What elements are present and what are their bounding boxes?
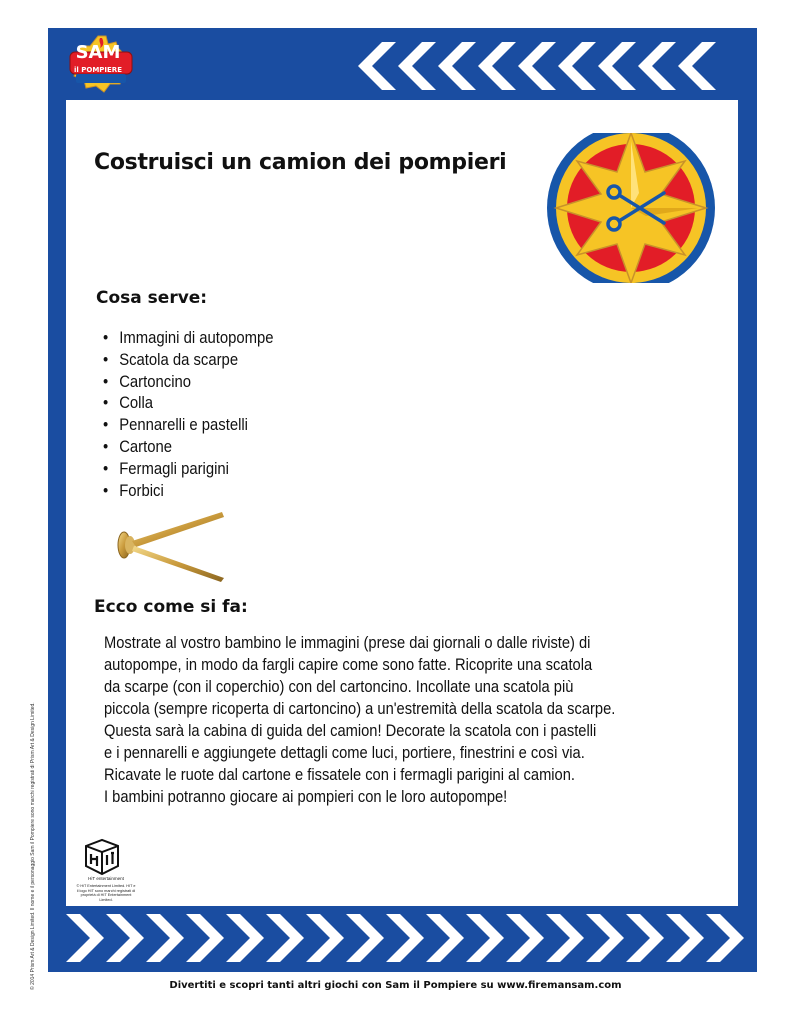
- instructions-paragraph: [104, 632, 704, 808]
- list-item: • Colla: [103, 393, 274, 415]
- instructions-heading: Ecco come si fa:: [94, 597, 248, 617]
- chevron-stripe-top: [356, 42, 736, 90]
- instruction-line: Questa sarà la cabina di guida del camion! Decorate la scatola con i pastelli: [104, 722, 597, 740]
- chevron-stripe-bottom: [64, 914, 744, 962]
- footer-link-text: Divertiti e scopri tanti altri giochi con Sam il Pompiere su www.firemansam.com: [169, 980, 622, 991]
- materials-heading: Cosa serve:: [96, 288, 208, 308]
- list-item: • Immagini di autopompe: [103, 328, 274, 350]
- list-item: • Pennarelli e pastelli: [103, 415, 274, 437]
- instruction-line: Ricavate le ruote dal cartone e fissatele con i fermagli parigini al camion.: [104, 766, 575, 784]
- list-item: • Scatola da scarpe: [103, 350, 274, 372]
- hit-brand: HiT entertainment: [88, 876, 124, 881]
- logo-subtitle: il POMPIERE: [74, 66, 122, 74]
- hit-logo: [82, 838, 122, 876]
- list-item: • Fermagli parigini: [103, 459, 274, 481]
- list-item: • Cartoncino: [103, 372, 274, 394]
- instruction-line: da scarpe (con il coperchio) con del cartoncino. Incollate una scatola più: [104, 678, 574, 696]
- instruction-line: Mostrate al vostro bambino le immagini (prese dai giornali o dalle riviste) di: [104, 634, 591, 652]
- scissors-badge: [546, 133, 716, 283]
- instruction-line: I bambini potranno giocare ai pompieri con le loro autopompe!: [104, 788, 508, 806]
- hit-legal: © HiT Entertainment Limited. HIT e il logo HIT sono marchi registrati di proprietà di HIT Entertainment Limited.: [76, 884, 136, 902]
- list-item: • Forbici: [103, 481, 274, 503]
- materials-list: [103, 328, 293, 502]
- instruction-line: autopompe, in modo da fargli capire come sono fatte. Ricoprite una scatola: [104, 656, 593, 674]
- instruction-line: piccola (sempre ricoperta di cartoncino) a un'estremità della scatola da scarpe.: [104, 700, 616, 718]
- page-title: Costruisci un camion dei pompieri: [94, 150, 507, 175]
- logo-wordmark: SAM: [75, 42, 121, 63]
- instruction-line: e i pennarelli e aggiungete dettagli come luci, portiere, finestrini e così via.: [104, 744, 585, 762]
- paper-fastener-image: [112, 508, 232, 586]
- copyright-notice: © 2014 Prism Art & Design Limited. Il nome e il personaggio Sam il Pompiere sono marchi registrati di Prism Art & Design Limited.: [30, 702, 36, 990]
- list-item: • Cartone: [103, 437, 274, 459]
